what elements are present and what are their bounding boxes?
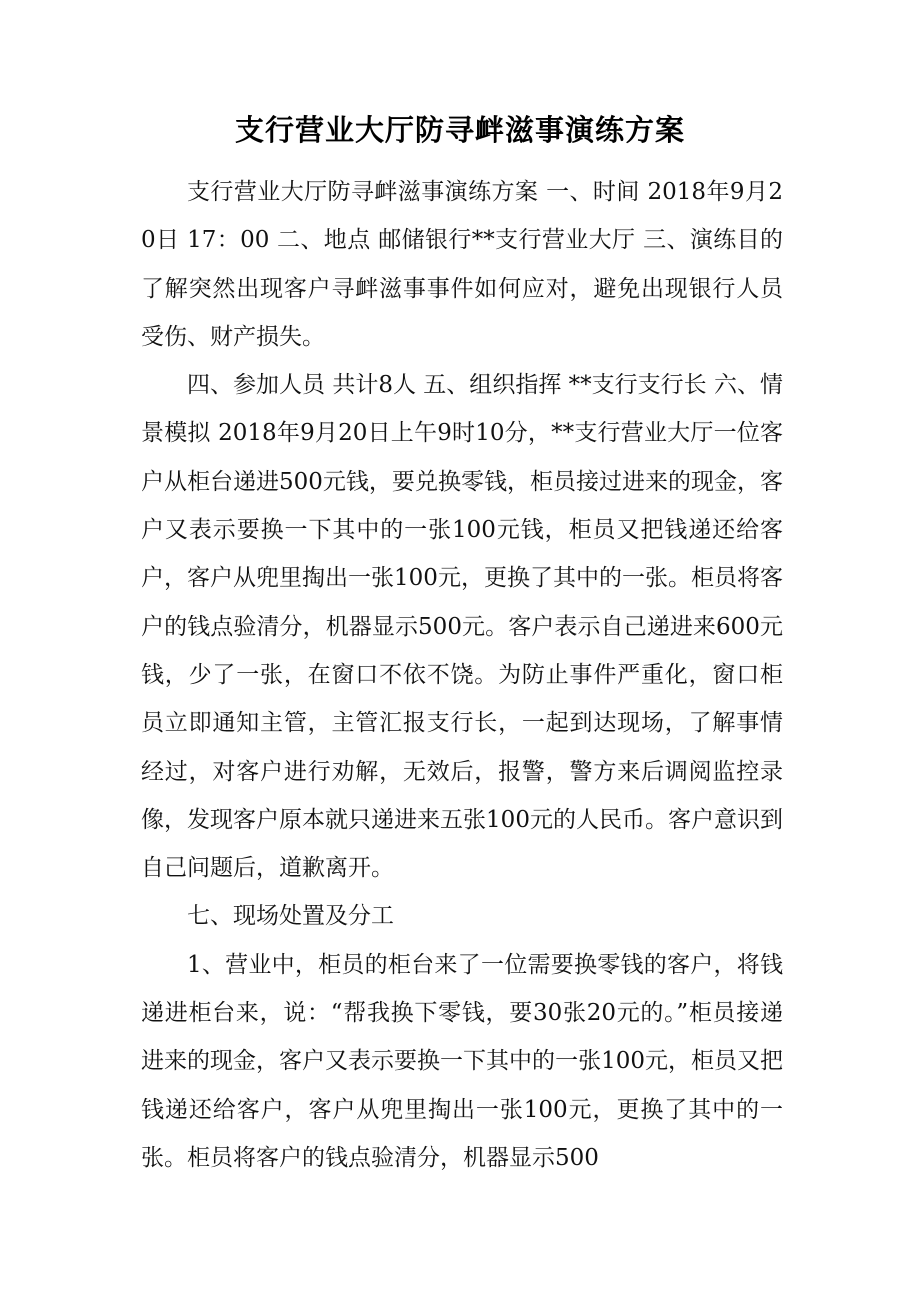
paragraph-section-heading: 七、现场处置及分工 (187, 903, 394, 930)
paragraph-scenario: 四、参加人员 共计8人 五、组织指挥 **支行支行长 六、情景模拟 2018年9月20日上午9时10分，**支行营业大厅一位客户从柜台递进500元钱，要兑换零钱，柜员接过进来的现金，客户又表示要换一下其中的一张100元钱，柜员又把钱递还给客户，客户从兜里掏出一张100元，更换了其中的一张。柜员将客户的钱点验清分，机器显示500元。客户表示自己递进来600元钱，少了一张，在窗口不依不饶。为防止事件严重化，窗口柜员立即通知主管，主管汇报支行长，一起到达现场，了解事情经过，对客户进行劝解，无效后，报警，警方来后调阅监控录像，发现客户原本就只递进来五张100元的人民币。客户意识到自己问题后，道歉离开。 (141, 372, 783, 882)
paragraph-step-1: 1、营业中，柜员的柜台来了一位需要换零钱的客户，将钱递进柜台来，说：“帮我换下零钱，要30张20元的。”柜员接递进来的现金，客户又表示要换一下其中的一张100元，柜员又把钱递还给客户，客户从兜里掏出一张100元，更换了其中的一张。柜员将客户的钱点验清分，机器显示500 (141, 951, 783, 1171)
paragraph-intro: 支行营业大厅防寻衅滋事演练方案 一、时间 2018年9月20日 17：00 二、地点 邮储银行**支行营业大厅 三、演练目的 了解突然出现客户寻衅滋事事件如何应对，避免出现银行人员受伤、财产损失。 (141, 179, 783, 350)
document-title: 支行营业大厅防寻衅滋事演练方案 (234, 113, 685, 147)
document-body (141, 168, 783, 1182)
